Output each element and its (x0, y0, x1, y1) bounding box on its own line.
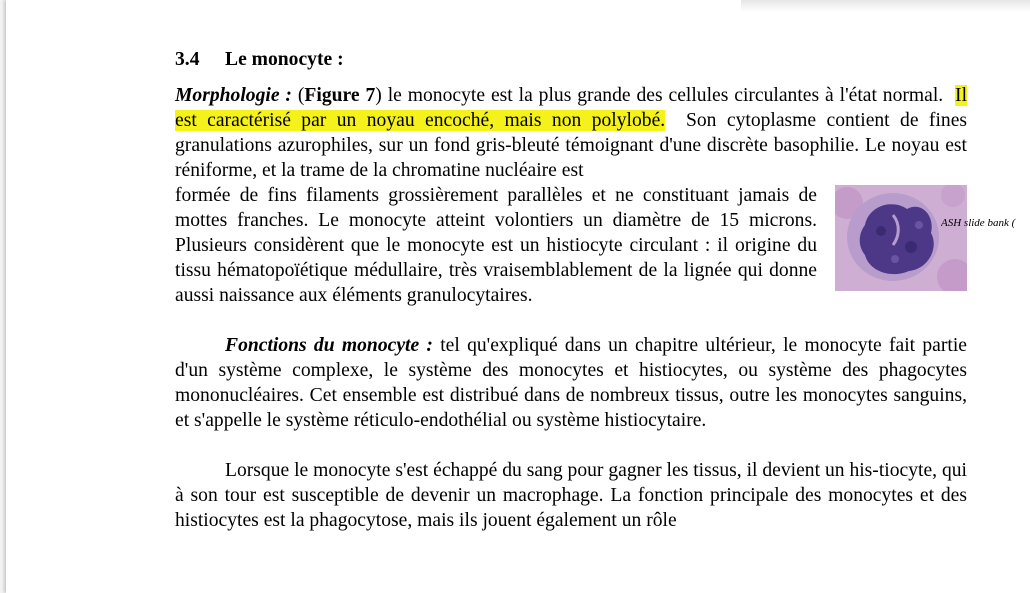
figure-reference: Figure 7 (304, 85, 376, 106)
tissue-text: Lorsque le monocyte s'est échappé du sang pour gagner les tissus, il devient un his-tiocyte, qui à son tour est susceptible de devenir un macrophage. La fonction principale des monocytes et des histiocytes est la phagocytose, mais ils jouent également un rôle (175, 460, 967, 531)
viewer-shadow (741, 0, 1030, 12)
morphology-paragraph (175, 83, 967, 183)
open-paren: ( (297, 85, 305, 106)
functions-paragraph (175, 333, 967, 433)
morphology-text-a: le monocyte est la plus grande des cellules circulantes à l'état normal. (387, 85, 944, 106)
morphology-text-b: Son cytoplasme contient de fines granulations azurophiles, sur un fond gris-bleuté témoignant d'une discrète basophilie. Le noyau est réniforme, et la trame de la chromatine nucléaire est (175, 110, 968, 181)
document-content (175, 47, 967, 533)
paragraph-gap (175, 308, 967, 333)
section-number: 3.4 (175, 49, 200, 70)
morphology-text-c: formée de fins filaments grossièrement parallèles et ne constituant jamais de mottes franches. Le monocyte atteint volontiers un diamètre de 15 microns. Plusieurs considèrent que le monocyte est un histiocyte circulant : il origine du tissu hématopoïétique médullaire, très vraisemblablement de la lignée qui donne aussi naissance aux éléments granulocytaires. (175, 185, 817, 306)
morphology-lead: Morphologie : (175, 85, 292, 106)
tissue-paragraph (175, 458, 967, 533)
functions-text: tel qu'expliqué dans un chapitre ultérieur, le monocyte fait partie d'un système complexe, le système des monocytes et histiocytes, ou système des phagocytes mononucléaires. Cet ensemble est distribué dans de nombreux tissus, outre les monocytes sanguins, et s'appelle le système réticulo-endothélial ou système histiocytaire. (175, 335, 967, 431)
document-page (6, 0, 1030, 593)
paragraph-gap (175, 433, 967, 458)
section-title: Le monocyte : (225, 49, 344, 70)
close-paren: ) (375, 85, 382, 106)
figure-caption: ASH slide bank ( (941, 217, 1016, 229)
monocyte-cell-image (835, 185, 967, 291)
monocyte-figure (835, 185, 969, 291)
section-heading (175, 47, 967, 72)
functions-lead: Fonctions du monocyte : (225, 335, 433, 356)
highlighted-sentence: Il est caractérisé par un noyau encoché, mais non polylobé. (175, 85, 968, 131)
